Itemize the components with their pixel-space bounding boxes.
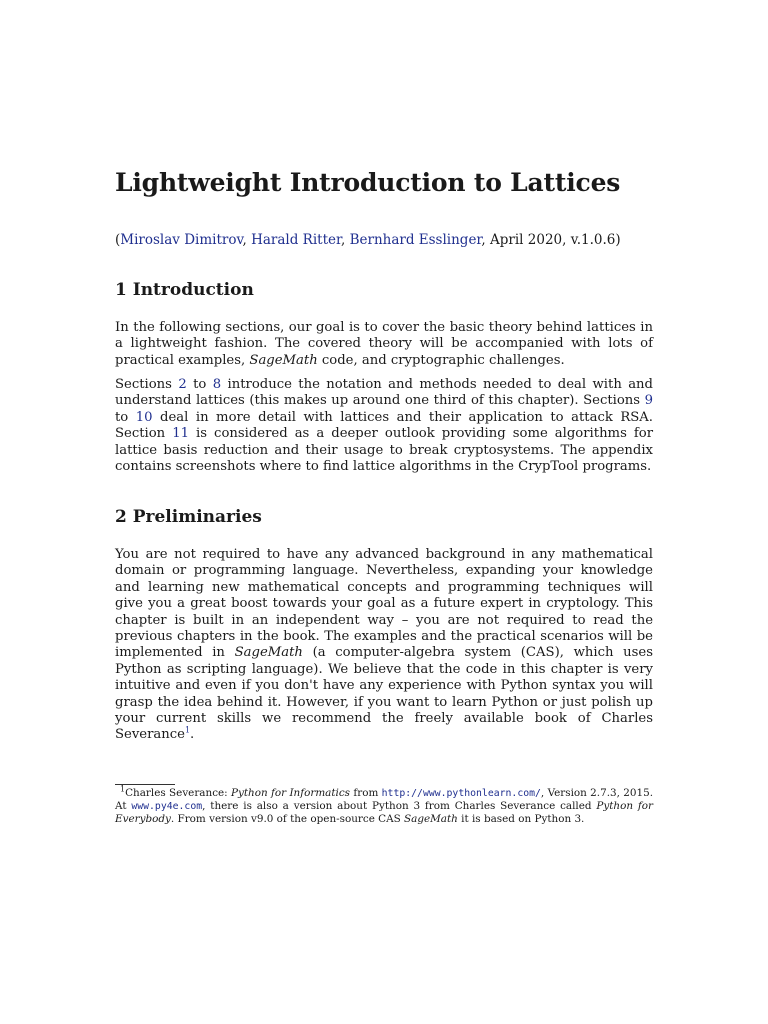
section-ref-11[interactable]: 11 (172, 426, 189, 442)
footnote-ref-1[interactable]: 1 (184, 726, 191, 736)
text-run: You are not required to have any advanced background in any mathematical domain or programming language. Nevertheless, expanding your knowledge and learning new mathematical concepts and programming techniques will give you a great boost towards your goal as a future expert in cryptology. This chapter is built in an independent way – you are not required to read the previous chapters in the book. The examples and the practical scenarios will be implemented in (115, 547, 653, 661)
text-run: . From version v9.0 of the open-source CAS (170, 813, 405, 826)
section-ref-8[interactable]: 8 (212, 377, 222, 392)
text-run: code, and cryptographic challenges. (317, 352, 565, 368)
text-run: In the following sections, our goal is to cover the basic theory behind lattices in a lightweight fashion. The covered theory will be accompanied with lots of practical examples, (115, 320, 653, 368)
page-title: Lightweight Introduction to Lattices (115, 168, 621, 197)
text-run: introduce the notation and methods needed to deal with and understand lattices (this makes up around one third of this chapter). Sections (115, 377, 653, 409)
text-run: deal in more detail with lattices and their application to attack RSA. Section (115, 409, 653, 442)
book-title: Python for Informatics (231, 787, 351, 799)
section-ref-10[interactable]: 10 (135, 409, 153, 425)
section-heading-introduction: 1 Introduction (115, 280, 254, 300)
author-link-esslinger[interactable]: Bernhard Esslinger (349, 232, 482, 248)
sagemath-italic: SageMath (249, 352, 318, 368)
url-py4e[interactable]: www.py4e.com (131, 801, 203, 813)
author-line: (Miroslav Dimitrov, Harald Ritter, Bernhard Esslinger, April 2020, v.1.0.6) (115, 232, 621, 248)
book-title-2: Python for Everybody (115, 800, 653, 826)
text-run: to (186, 377, 213, 392)
text-run: it is based on Python 3. (457, 813, 585, 826)
text-run: (a computer-algebra system (CAS), which uses Python as scripting language). We believe that the code in this chapter is very intuitive and even if you don't have any experience with Python syntax you will grasp the idea behind it. However, if you want to learn Python or just polish up your current skills we recommend the freely available book of Charles Severance (115, 645, 653, 743)
section-ref-9[interactable]: 9 (644, 393, 653, 409)
author-line-tail: , April 2020, v.1.0.6) (481, 232, 621, 248)
sagemath-italic: SageMath (234, 645, 303, 661)
author-link-dimitrov[interactable]: Miroslav Dimitrov (120, 232, 243, 248)
sagemath-italic: SageMath (404, 813, 458, 826)
text-run: from (350, 787, 382, 799)
text-run: Sections (115, 377, 179, 392)
footnote-1 (115, 784, 654, 827)
text-run: Charles Severance: (125, 787, 232, 799)
text-run: , there is also a version about Python 3 from Charles Severance called (202, 800, 597, 813)
paren-open: ( (115, 232, 121, 248)
intro-paragraph-1 (115, 320, 653, 369)
author-link-ritter[interactable]: Harald Ritter (251, 232, 341, 248)
section-ref-2[interactable]: 2 (178, 377, 187, 392)
text-run: . (190, 727, 195, 743)
text-run: , Version 2.7.3, 2015. At (115, 787, 654, 813)
intro-paragraph-2 (115, 377, 653, 475)
text-run: is considered as a deeper outlook providing some algorithms for lattice basis reduction and their usage to break cryptosystems. The appendix contains screenshots where to find lattice algorithms in the CrypTool programs. (115, 426, 653, 475)
footnote-mark: 1 (120, 784, 126, 794)
section-heading-preliminaries: 2 Preliminaries (115, 507, 262, 527)
preliminaries-paragraph (115, 547, 653, 744)
text-run: to (115, 409, 136, 425)
url-pythonlearn[interactable]: http://www.pythonlearn.com/ (381, 788, 541, 799)
